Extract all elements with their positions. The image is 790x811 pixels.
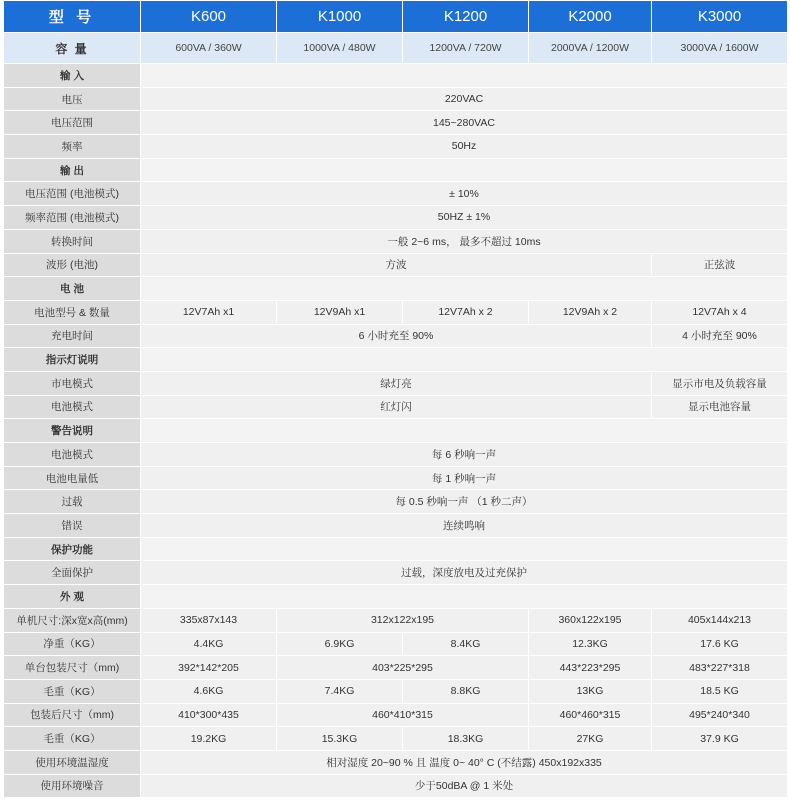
spec-label: 市电模式 (4, 371, 141, 395)
section-row (4, 585, 788, 609)
spec-value: 12V9Ah x 2 (529, 300, 652, 324)
spec-value: 13KG (529, 679, 652, 703)
spec-value: 连续鸣响 (141, 514, 788, 538)
section-label: 指示灯说明 (4, 348, 141, 372)
section-fill (141, 419, 788, 443)
spec-label: 电压范围 (4, 111, 141, 135)
spec-row (4, 656, 788, 680)
spec-value: 4.6KG (141, 679, 277, 703)
spec-row (4, 324, 788, 348)
section-fill (141, 348, 788, 372)
spec-label: 使用环境温湿度 (4, 750, 141, 774)
section-label: 输 出 (4, 158, 141, 182)
spec-table (3, 0, 788, 798)
spec-value: 443*223*295 (529, 656, 652, 680)
spec-label: 使用环境噪音 (4, 774, 141, 798)
spec-row (4, 229, 788, 253)
spec-value: 37.9 KG (652, 727, 788, 751)
spec-label: 充电时间 (4, 324, 141, 348)
spec-value: 50HZ ± 1% (141, 206, 788, 230)
section-fill (141, 585, 788, 609)
section-fill (141, 64, 788, 88)
spec-row (4, 371, 788, 395)
spec-label: 频率 (4, 135, 141, 159)
spec-value: 每 0.5 秒响一声 （1 秒二声） (141, 490, 788, 514)
spec-value: 403*225*295 (277, 656, 529, 680)
spec-value: 410*300*435 (141, 703, 277, 727)
header-row (4, 1, 788, 33)
spec-row (4, 395, 788, 419)
section-row (4, 419, 788, 443)
spec-value: 1000VA / 480W (277, 33, 403, 64)
spec-row (4, 135, 788, 159)
spec-row (4, 253, 788, 277)
spec-row (4, 206, 788, 230)
spec-value: 483*227*318 (652, 656, 788, 680)
spec-label: 错误 (4, 514, 141, 538)
section-label: 警告说明 (4, 419, 141, 443)
spec-value: 8.4KG (403, 632, 529, 656)
model-k2000: K2000 (529, 1, 652, 33)
spec-row (4, 727, 788, 751)
spec-value: 正弦波 (652, 253, 788, 277)
section-row (4, 64, 788, 88)
spec-value: 335x87x143 (141, 608, 277, 632)
section-row (4, 348, 788, 372)
spec-value: 12V7Ah x 2 (403, 300, 529, 324)
spec-value: 27KG (529, 727, 652, 751)
section-label: 保护功能 (4, 537, 141, 561)
spec-value: 19.2KG (141, 727, 277, 751)
model-k1200: K1200 (403, 1, 529, 33)
spec-value: 一般 2~6 ms， 最多不超过 10ms (141, 229, 788, 253)
spec-label: 过载 (4, 490, 141, 514)
spec-label: 电池模式 (4, 443, 141, 467)
spec-row (4, 561, 788, 585)
spec-value: 495*240*340 (652, 703, 788, 727)
model-k600: K600 (141, 1, 277, 33)
spec-label: 波形 (电池) (4, 253, 141, 277)
spec-row (4, 87, 788, 111)
spec-value: 392*142*205 (141, 656, 277, 680)
spec-value: 7.4KG (277, 679, 403, 703)
spec-row (4, 182, 788, 206)
model-k1000: K1000 (277, 1, 403, 33)
spec-row (4, 703, 788, 727)
section-row (4, 537, 788, 561)
spec-value: 1200VA / 720W (403, 33, 529, 64)
spec-row (4, 632, 788, 656)
spec-label: 电池电量低 (4, 466, 141, 490)
spec-value: 相对湿度 20~90 % 且 温度 0~ 40° C (不结露) 450x192x335 (141, 750, 788, 774)
spec-label: 转换时间 (4, 229, 141, 253)
spec-row (4, 443, 788, 467)
spec-value: 8.8KG (403, 679, 529, 703)
spec-row (4, 514, 788, 538)
spec-label: 单机尺寸:深x宽x高(mm) (4, 608, 141, 632)
spec-value: 12V7Ah x1 (141, 300, 277, 324)
spec-label: 电池模式 (4, 395, 141, 419)
spec-value: 600VA / 360W (141, 33, 277, 64)
spec-label: 电压范围 (电池模式) (4, 182, 141, 206)
spec-value: 460*460*315 (529, 703, 652, 727)
spec-value: 312x122x195 (277, 608, 529, 632)
section-fill (141, 277, 788, 301)
section-row (4, 158, 788, 182)
spec-label: 容 量 (4, 33, 141, 64)
section-fill (141, 158, 788, 182)
section-fill (141, 537, 788, 561)
spec-value: 50Hz (141, 135, 788, 159)
section-label: 输 入 (4, 64, 141, 88)
spec-value: 显示电池容量 (652, 395, 788, 419)
spec-value: 少于50dBA @ 1 米处 (141, 774, 788, 798)
spec-label: 净重（KG） (4, 632, 141, 656)
spec-value: 405x144x213 (652, 608, 788, 632)
spec-value: 红灯闪 (141, 395, 652, 419)
spec-value: 18.5 KG (652, 679, 788, 703)
spec-value: 每 6 秒响一声 (141, 443, 788, 467)
spec-value: 145~280VAC (141, 111, 788, 135)
spec-value: 4 小时充至 90% (652, 324, 788, 348)
spec-value: 220VAC (141, 87, 788, 111)
section-row (4, 277, 788, 301)
spec-value: 显示市电及负载容量 (652, 371, 788, 395)
spec-label: 全面保护 (4, 561, 141, 585)
spec-label: 包装后尺寸（mm) (4, 703, 141, 727)
spec-label: 毛重（KG） (4, 727, 141, 751)
spec-row (4, 679, 788, 703)
spec-value: 过载，深度放电及过充保护 (141, 561, 788, 585)
spec-row (4, 466, 788, 490)
spec-label: 单台包装尺寸（mm) (4, 656, 141, 680)
spec-row (4, 608, 788, 632)
spec-value: 6.9KG (277, 632, 403, 656)
spec-value: 460*410*315 (277, 703, 529, 727)
spec-row (4, 300, 788, 324)
spec-value: 18.3KG (403, 727, 529, 751)
spec-value: 17.6 KG (652, 632, 788, 656)
spec-value: 12V7Ah x 4 (652, 300, 788, 324)
spec-value: 方波 (141, 253, 652, 277)
spec-value: 6 小时充至 90% (141, 324, 652, 348)
spec-value: 12.3KG (529, 632, 652, 656)
spec-value: 360x122x195 (529, 608, 652, 632)
spec-label: 毛重（KG） (4, 679, 141, 703)
model-k3000: K3000 (652, 1, 788, 33)
section-label: 外 观 (4, 585, 141, 609)
spec-row (4, 111, 788, 135)
spec-row (4, 750, 788, 774)
spec-value: ± 10% (141, 182, 788, 206)
spec-value: 12V9Ah x1 (277, 300, 403, 324)
spec-label: 频率范围 (电池模式) (4, 206, 141, 230)
spec-value: 2000VA / 1200W (529, 33, 652, 64)
spec-row (4, 774, 788, 798)
section-label: 电 池 (4, 277, 141, 301)
spec-value: 每 1 秒响一声 (141, 466, 788, 490)
spec-label: 电压 (4, 87, 141, 111)
spec-table-body (4, 1, 788, 798)
spec-value: 15.3KG (277, 727, 403, 751)
spec-value: 4.4KG (141, 632, 277, 656)
spec-value: 3000VA / 1600W (652, 33, 788, 64)
model-header-label: 型 号 (4, 1, 141, 33)
spec-row (4, 490, 788, 514)
spec-row (4, 33, 788, 64)
spec-label: 电池型号 & 数量 (4, 300, 141, 324)
spec-value: 绿灯亮 (141, 371, 652, 395)
